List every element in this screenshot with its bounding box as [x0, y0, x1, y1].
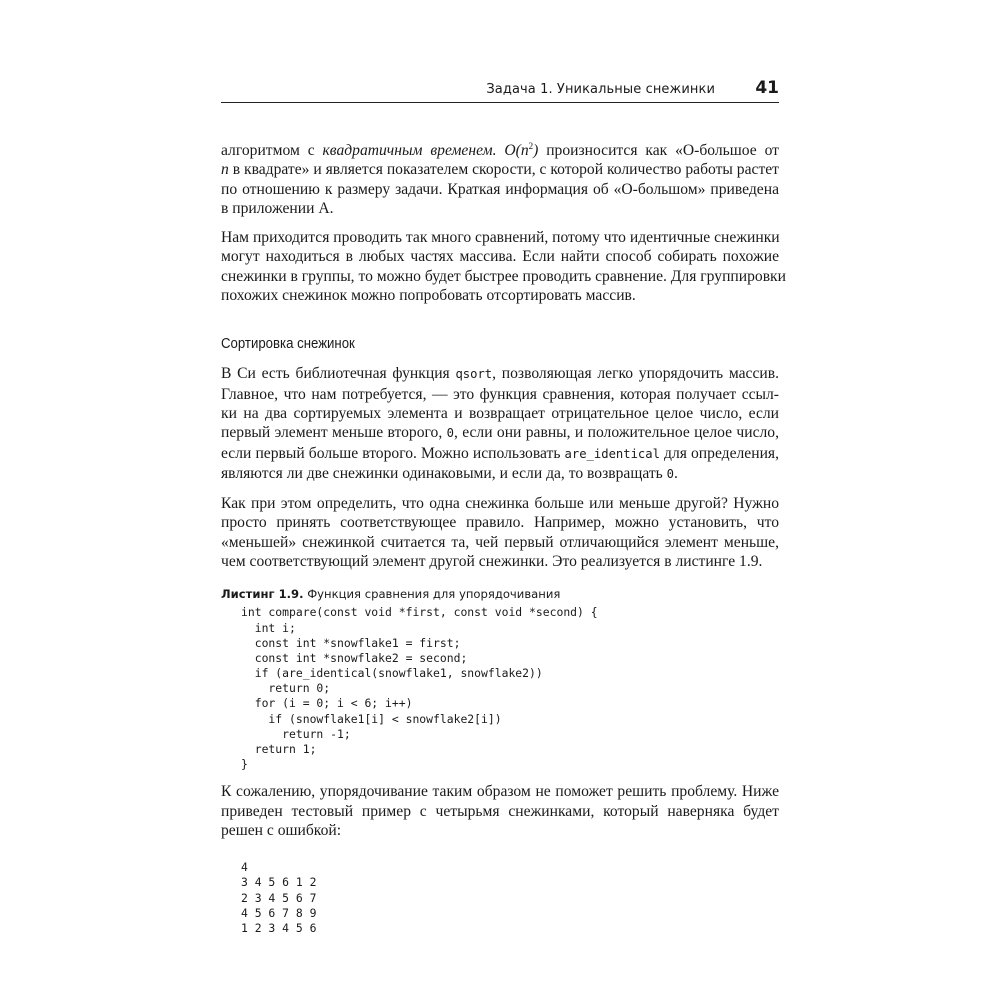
code-listing [241, 605, 779, 772]
code-line: int i; [241, 620, 296, 635]
paragraph-line: снежинки в группы, то можно будет быстрее проводить сравнение. Для группировки [221, 267, 786, 285]
paragraph-line: решен с ошибкой: [221, 822, 342, 839]
paragraph-big-o [221, 141, 779, 218]
paragraph-line: приведен тестовый пример с четырьмя снежинками, который наверняка будет [221, 802, 779, 820]
code-line: if (snowflake1[i] < snowflake2[i]) [241, 711, 502, 726]
paragraph-line: чем соответствующий элемент другой снежинки. Это реализуется в листинге 1.9. [221, 553, 763, 571]
book-page [221, 78, 786, 936]
paragraph-line: могут находиться в любых частях массива. Если найти способ собирать похожие [221, 248, 779, 266]
paragraph-line: Нам приходится проводить так много сравнений, потому что идентичные снежинки [221, 229, 780, 247]
running-title: Задача 1. Уникальные снежинки [486, 82, 715, 97]
paragraph-line: К сожалению, упорядочивание таким образом не поможет решить проблему. Ниже [221, 783, 779, 801]
test-input-line: 3 4 5 6 1 2 [241, 875, 317, 890]
paragraph-line: первый элемент меньше второго, 0, если они равны, и положительное целое число, [221, 424, 779, 442]
running-header [221, 78, 779, 103]
paragraph-comparisons [221, 228, 786, 305]
paragraph-line: алгоритмом с квадратичным временем. $O(n^2)$ произносится как «О-большое от [221, 140, 779, 159]
paragraph-line: просто принять соответствующее правило. Например, можно установить, что [221, 514, 779, 532]
inline-code: are_identical [564, 446, 660, 461]
paragraph-line: являются ли две снежинки одинаковыми, и если да, то возвращать 0. [221, 464, 678, 482]
code-line: return 0; [241, 681, 331, 696]
code-line: return 1; [241, 742, 317, 757]
inline-code: 0 [666, 466, 675, 481]
code-line: const int *snowflake2 = second; [241, 650, 468, 665]
italic-term: квадратичным временем. [322, 142, 497, 159]
listing-caption [221, 587, 779, 601]
paragraph-line: ки на два сортируемых элемента и возвращает отрицательное целое число, если [221, 404, 779, 422]
paragraph-line: Главное, что нам потребуется, — это функция сравнения, которая получает ссыл- [221, 385, 779, 403]
listing-title: Функция сравнения для упорядочивания [303, 587, 561, 602]
paragraph-line: по отношению к размеру задачи. Краткая информация об «О-большом» приведена [221, 180, 779, 198]
code-line: for (i = 0; i < 6; i++) [241, 696, 413, 711]
code-line: int compare(const void *first, const void *second) { [241, 605, 598, 620]
code-line: const int *snowflake1 = first; [241, 635, 461, 650]
page-number: 41 [755, 78, 779, 98]
listing-label: Листинг 1.9. [221, 587, 304, 602]
test-input-line: 4 5 6 7 8 9 [241, 905, 317, 920]
test-input-line: 4 [241, 860, 248, 875]
paragraph-test-case [221, 782, 779, 840]
test-input-block [241, 860, 779, 936]
section-heading: Сортировка снежинок [221, 335, 355, 353]
paragraph-line: Как при этом определить, что одна снежинка больше или меньше другой? Нужно [221, 495, 779, 513]
code-line: } [241, 757, 248, 772]
paragraph-comparison-rule [221, 494, 779, 571]
paragraph-line: n в квадрате» и является показателем скорости, с которой количество работы растет [221, 161, 779, 179]
inline-code: qsort [455, 367, 493, 382]
code-line: return -1; [241, 726, 351, 741]
paragraph-line: если первый больше второго. Можно использовать are_identical для определения, [221, 444, 779, 462]
paragraph-qsort [221, 364, 779, 484]
test-input-line: 2 3 4 5 6 7 [241, 890, 317, 905]
paragraph-line: в приложении A. [221, 199, 334, 217]
inline-code: 0 [446, 426, 454, 441]
paragraph-line: В Си есть библиотечная функция qsort, позволяющая легко упорядочить массив. [221, 365, 779, 383]
code-line: if (are_identical(snowflake1, snowflake2)) [241, 666, 543, 681]
test-input-line: 1 2 3 4 5 6 [241, 921, 317, 936]
superscript-exponent: 2 [528, 140, 534, 151]
paragraph-line: похожих снежинок можно попробовать отсортировать массив. [221, 287, 636, 305]
paragraph-line: «меньшей» снежинкой считается та, чей первый отличающийся элемент меньше, [221, 533, 779, 551]
